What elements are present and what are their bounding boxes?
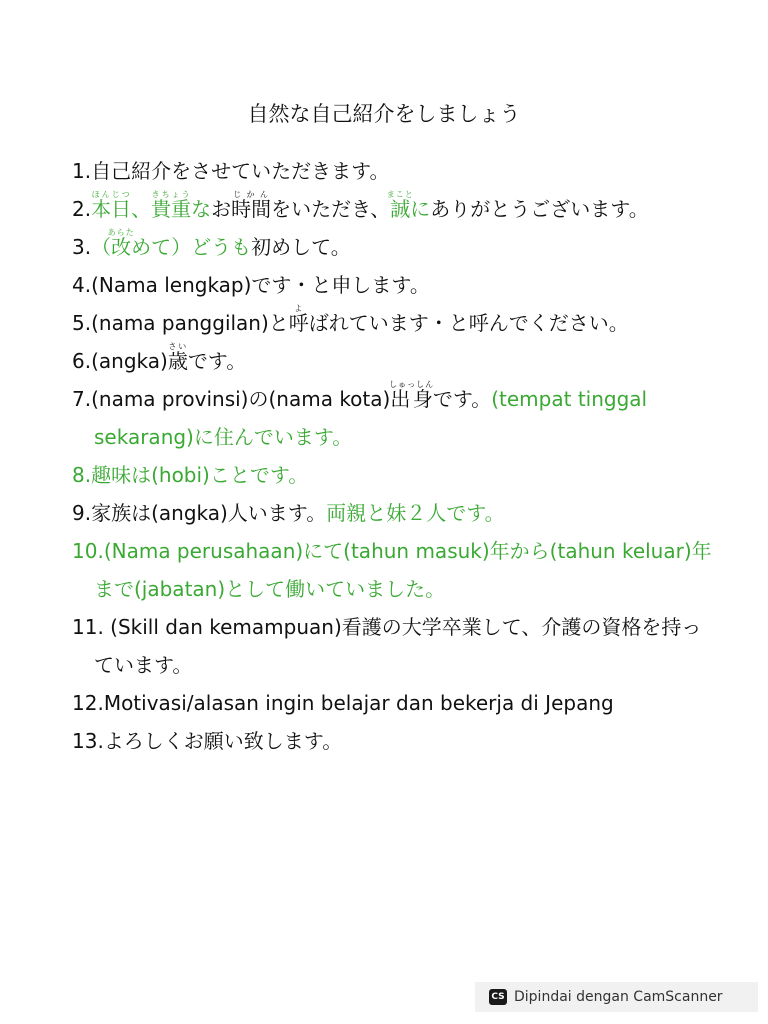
furigana-word bbox=[151, 190, 192, 221]
item-text: ばれています・と呼んでください。 bbox=[308, 311, 629, 335]
furigana-word bbox=[91, 190, 132, 221]
furigana-word bbox=[288, 304, 309, 335]
item-text: (nama provinsi)の(nama kota) bbox=[91, 387, 391, 411]
furigana-word bbox=[231, 190, 272, 221]
item-number: 2. bbox=[72, 197, 92, 221]
furigana-word bbox=[389, 380, 435, 411]
furigana-reading: あらた bbox=[107, 228, 135, 237]
list-item bbox=[72, 266, 712, 304]
item-text: をいただき、 bbox=[271, 197, 391, 221]
item-number: 12. bbox=[72, 691, 104, 715]
furigana-reading: よ bbox=[288, 304, 309, 313]
furigana-word bbox=[107, 228, 135, 259]
item-text: です。 bbox=[187, 349, 247, 373]
item-number: 3. bbox=[72, 235, 92, 259]
list-item bbox=[72, 684, 712, 722]
page-title: 自然な自己紹介をしましょう bbox=[247, 102, 521, 126]
list-item bbox=[72, 494, 712, 532]
item-text: 、 bbox=[131, 197, 152, 221]
list-item bbox=[72, 152, 712, 190]
furigana-reading: さい bbox=[167, 342, 188, 351]
camscanner-logo-icon: CS bbox=[489, 989, 507, 1005]
item-number: 4. bbox=[72, 273, 92, 297]
item-text: 家族は(angka)人います。 bbox=[91, 501, 327, 525]
item-number: 10. bbox=[72, 539, 104, 563]
furigana-reading: ほんじつ bbox=[91, 190, 132, 199]
furigana-word bbox=[386, 190, 414, 221]
item-text: (nama panggilan)と bbox=[91, 311, 289, 335]
furigana-word bbox=[167, 342, 188, 373]
item-text: めて）どうも bbox=[131, 235, 252, 259]
list-item bbox=[72, 532, 712, 608]
item-text: 両親と妹２人です。 bbox=[326, 501, 505, 525]
item-text: ありがとうございます。 bbox=[430, 197, 649, 221]
item-text: 自己紹介をさせていただきます。 bbox=[91, 159, 390, 183]
furigana-reading: まこと bbox=[386, 190, 414, 199]
item-text: (Nama lengkap)です・と申します。 bbox=[91, 273, 430, 297]
list-item bbox=[72, 342, 712, 380]
item-text: 趣味は(hobi)ことです。 bbox=[91, 463, 309, 487]
item-number: 5. bbox=[72, 311, 92, 335]
item-text: (tempat tinggal sekarang)に住んでいます。 bbox=[94, 387, 648, 449]
item-text: (angka) bbox=[91, 349, 168, 373]
furigana-reading: きちょう bbox=[151, 190, 192, 199]
item-text: （ bbox=[91, 235, 112, 259]
item-number: 11. bbox=[72, 615, 104, 639]
furigana-reading: しゅっしん bbox=[389, 380, 435, 389]
item-text: な bbox=[191, 197, 212, 221]
item-number: 9. bbox=[72, 501, 92, 525]
item-text: に bbox=[410, 197, 431, 221]
watermark-text: Dipindai dengan CamScanner bbox=[514, 989, 723, 1005]
item-text: です。 bbox=[432, 387, 492, 411]
item-text: Motivasi/alasan ingin belajar dan bekerja di Jepang bbox=[103, 691, 614, 715]
kanji-base: 本日 bbox=[91, 197, 132, 221]
item-number: 1. bbox=[72, 159, 92, 183]
list-item bbox=[72, 304, 712, 342]
kanji-base: 時間 bbox=[231, 197, 272, 221]
list-item bbox=[72, 456, 712, 494]
item-text: よろしくお願い致します。 bbox=[103, 729, 343, 753]
furigana-reading: じかん bbox=[231, 190, 272, 199]
item-number: 8. bbox=[72, 463, 92, 487]
item-text: (Nama perusahaan)にて(tahun masuk)年から(tahun keluar)年まで(jabatan)として働いていました。 bbox=[94, 539, 712, 601]
list-item bbox=[72, 722, 712, 760]
kanji-base: 呼 bbox=[288, 311, 309, 335]
intro-list bbox=[72, 152, 712, 760]
item-text: 初めして。 bbox=[251, 235, 351, 259]
camscanner-watermark bbox=[475, 982, 758, 1012]
kanji-base: 歳 bbox=[167, 349, 188, 373]
kanji-base: 貴重 bbox=[151, 197, 192, 221]
item-number: 7. bbox=[72, 387, 92, 411]
item-text: (Skill dan kemampuan)看護の大学卒業して、介護の資格を持っています。 bbox=[94, 615, 702, 677]
list-item bbox=[72, 380, 712, 456]
kanji-base: 誠 bbox=[386, 197, 414, 221]
list-item bbox=[72, 190, 712, 228]
item-number: 13. bbox=[72, 729, 104, 753]
kanji-base: 改 bbox=[107, 235, 135, 259]
item-number: 6. bbox=[72, 349, 92, 373]
kanji-base: 出身 bbox=[389, 387, 435, 411]
list-item bbox=[72, 228, 712, 266]
list-item bbox=[72, 608, 712, 684]
item-text: お bbox=[211, 197, 232, 221]
